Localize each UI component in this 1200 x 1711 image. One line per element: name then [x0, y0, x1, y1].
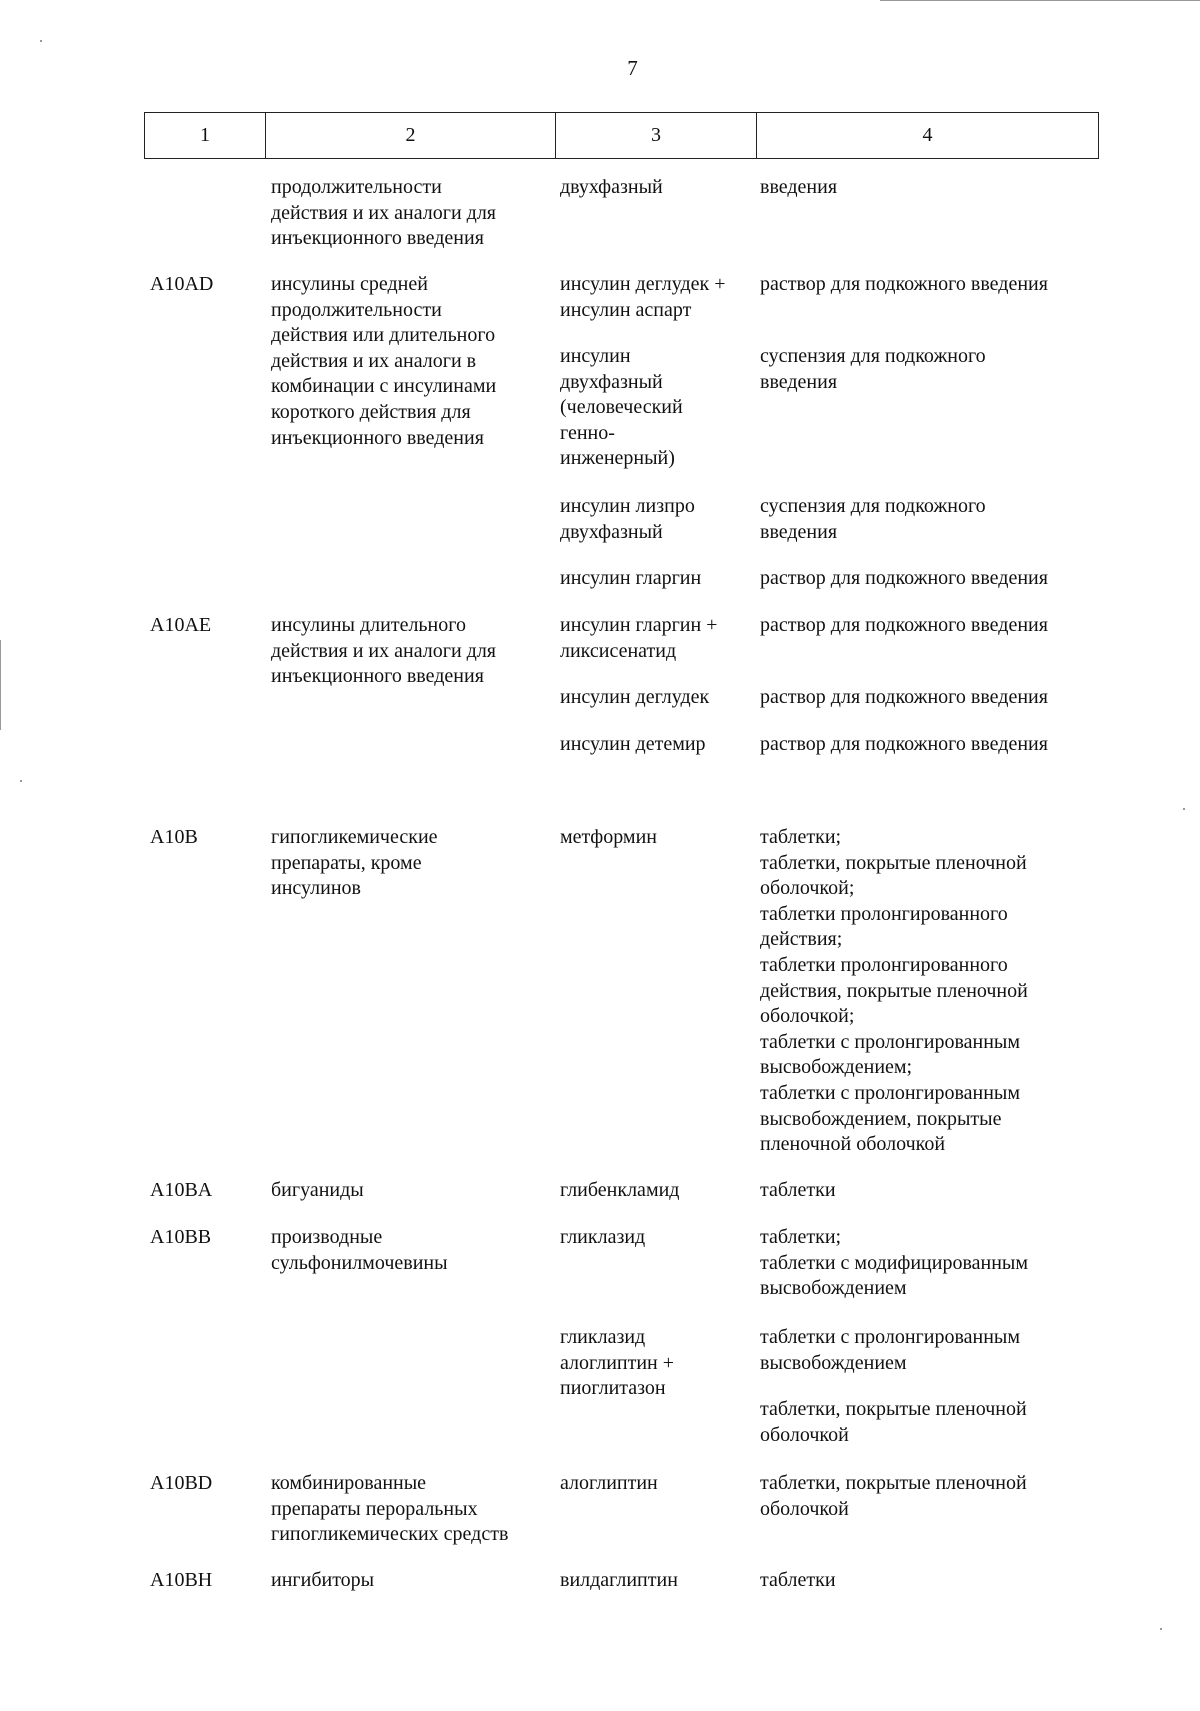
dosage-form-line: оболочкой;	[760, 877, 855, 900]
drug-name-line: метформин	[560, 826, 657, 848]
pharm-group-line: ингибиторы	[271, 1569, 375, 1591]
column-header-1: 1	[145, 113, 266, 158]
pharm-group-line: короткого действия для	[271, 401, 471, 423]
atc-code: A10AE	[150, 614, 212, 636]
drug-name-line: инсулин лизпро	[560, 495, 695, 517]
dosage-form-line: раствор для подкожного введения	[760, 614, 1048, 636]
table-header	[144, 112, 1099, 159]
scan-speck	[20, 780, 22, 782]
dosage-form-line: таблетки, покрытые пленочной	[760, 851, 1027, 874]
pharm-group-line: действия и их аналоги для	[271, 201, 496, 224]
drug-name-line: ликсисенатид	[560, 639, 677, 662]
dosage-form-line: раствор для подкожного введения	[760, 273, 1048, 295]
pharm-group-line: действия и их аналоги для	[271, 639, 496, 662]
drug-name-line: инсулин детемир	[560, 733, 706, 755]
pharm-group-line: инъекционного введения	[271, 665, 484, 688]
dosage-form-line: высвобождением	[760, 1351, 907, 1374]
dosage-form-line: раствор для подкожного введения	[760, 686, 1048, 708]
dosage-form-line: действия, покрытые пленочной	[760, 979, 1028, 1002]
dosage-form-line: действия;	[760, 928, 843, 951]
dosage-form-line: таблетки;	[760, 1226, 842, 1248]
pharm-group-line: сульфонилмочевины	[271, 1251, 448, 1274]
drug-name-line: генно-	[560, 421, 615, 444]
dosage-form-line: таблетки с пролонгированным	[760, 1082, 1021, 1104]
pharm-group-line: продолжительности	[271, 176, 442, 198]
dosage-form-line: высвобождением, покрытые	[760, 1107, 1002, 1130]
pharm-group-line: продолжительности	[271, 298, 442, 321]
atc-code: A10BH	[150, 1569, 213, 1591]
dosage-form-line: таблетки	[760, 1179, 836, 1201]
atc-code: A10B	[150, 826, 198, 848]
drug-name-line: гликлазид	[560, 1326, 646, 1348]
pharm-group-line: действия или длительного	[271, 324, 496, 347]
scan-speck	[40, 40, 42, 42]
pharm-group-line: инъекционного введения	[271, 227, 484, 250]
dosage-form-line: пленочной оболочкой	[760, 1133, 946, 1156]
scan-speck	[1160, 1628, 1162, 1630]
column-header-4: 4	[922, 124, 933, 146]
dosage-form-line: таблетки	[760, 1569, 836, 1591]
drug-name-line: глибенкламид	[560, 1179, 680, 1201]
dosage-form-line: высвобождением	[760, 1277, 907, 1300]
pharm-group-line: инъекционного введения	[271, 426, 484, 449]
pharm-group-line: инсулинов	[271, 877, 361, 900]
dosage-form-line: суспензия для подкожного	[760, 495, 986, 517]
dosage-form-line: таблетки пролонгированного	[760, 954, 1008, 976]
dosage-form-line: таблетки;	[760, 826, 842, 848]
dosage-form-line: таблетки, покрытые пленочной	[760, 1398, 1027, 1420]
dosage-form-line: раствор для подкожного введения	[760, 567, 1048, 589]
pharm-group-line: бигуаниды	[271, 1179, 364, 1201]
pharm-group-line: производные	[271, 1226, 383, 1248]
atc-code: A10AD	[150, 273, 214, 295]
dosage-form-line: таблетки с пролонгированным	[760, 1030, 1021, 1053]
dosage-form-line: суспензия для подкожного	[760, 345, 986, 367]
dosage-form-line: таблетки, покрытые пленочной	[760, 1472, 1027, 1494]
dosage-form-line: таблетки с модифицированным	[760, 1251, 1029, 1274]
drug-name-line: алоглиптин	[560, 1472, 658, 1494]
column-header-3: 3	[556, 113, 757, 158]
atc-code: A10BA	[150, 1179, 213, 1201]
dosage-form-line: оболочкой	[760, 1497, 849, 1520]
pharm-group-line: гипогликемических средств	[271, 1523, 509, 1546]
drug-name-line: инсулин аспарт	[560, 298, 692, 321]
pharm-group-line: комбинации с инсулинами	[271, 375, 497, 398]
drug-name-line: пиоглитазон	[560, 1377, 666, 1400]
drug-name-line: инсулин деглудек	[560, 686, 710, 708]
drug-name-line: гликлазид	[560, 1226, 646, 1248]
drug-name-line: инженерный)	[560, 447, 675, 470]
pharm-group-line: гипогликемические	[271, 826, 438, 848]
dosage-form-line: таблетки пролонгированного	[760, 902, 1008, 925]
dosage-form-line: высвобождением;	[760, 1056, 913, 1079]
drug-name-line: алоглиптин +	[560, 1351, 675, 1374]
pharm-group-line: комбинированные	[271, 1472, 427, 1494]
drug-name-line: инсулин	[560, 345, 631, 367]
atc-code: A10BB	[150, 1226, 212, 1248]
dosage-form-line: введения	[760, 370, 838, 393]
atc-code: A10BD	[150, 1472, 213, 1494]
pharm-group-line: действия и их аналоги в	[271, 349, 477, 372]
pharm-group-line: препараты пероральных	[271, 1497, 478, 1520]
page-number: 7	[627, 56, 638, 80]
drug-name-line: инсулин гларгин +	[560, 614, 718, 636]
drug-name-line: двухфазный	[560, 520, 663, 543]
scan-edge-left	[0, 640, 1, 730]
dosage-form-line: раствор для подкожного введения	[760, 733, 1048, 755]
pharm-group-line: инсулины средней	[271, 273, 428, 295]
dosage-form-line: оболочкой	[760, 1423, 849, 1446]
pharm-group-line: инсулины длительного	[271, 614, 466, 636]
drug-name-line: двухфазный	[560, 370, 663, 393]
dosage-form-line: таблетки с пролонгированным	[760, 1326, 1021, 1348]
drug-name-line: вилдаглиптин	[560, 1569, 678, 1591]
drug-name-line: (человеческий	[560, 396, 683, 419]
dosage-form-line: введения	[760, 176, 838, 198]
column-header-2: 2	[266, 113, 556, 158]
pharm-group-line: препараты, кроме	[271, 851, 422, 874]
dosage-form-line: введения	[760, 520, 838, 543]
drug-name-line: инсулин гларгин	[560, 567, 702, 589]
scan-speck	[1183, 808, 1185, 810]
dosage-form-line: оболочкой;	[760, 1005, 855, 1028]
scan-edge-top	[880, 0, 1200, 1]
drug-name-line: двухфазный	[560, 176, 663, 198]
drug-name-line: инсулин деглудек +	[560, 273, 726, 295]
